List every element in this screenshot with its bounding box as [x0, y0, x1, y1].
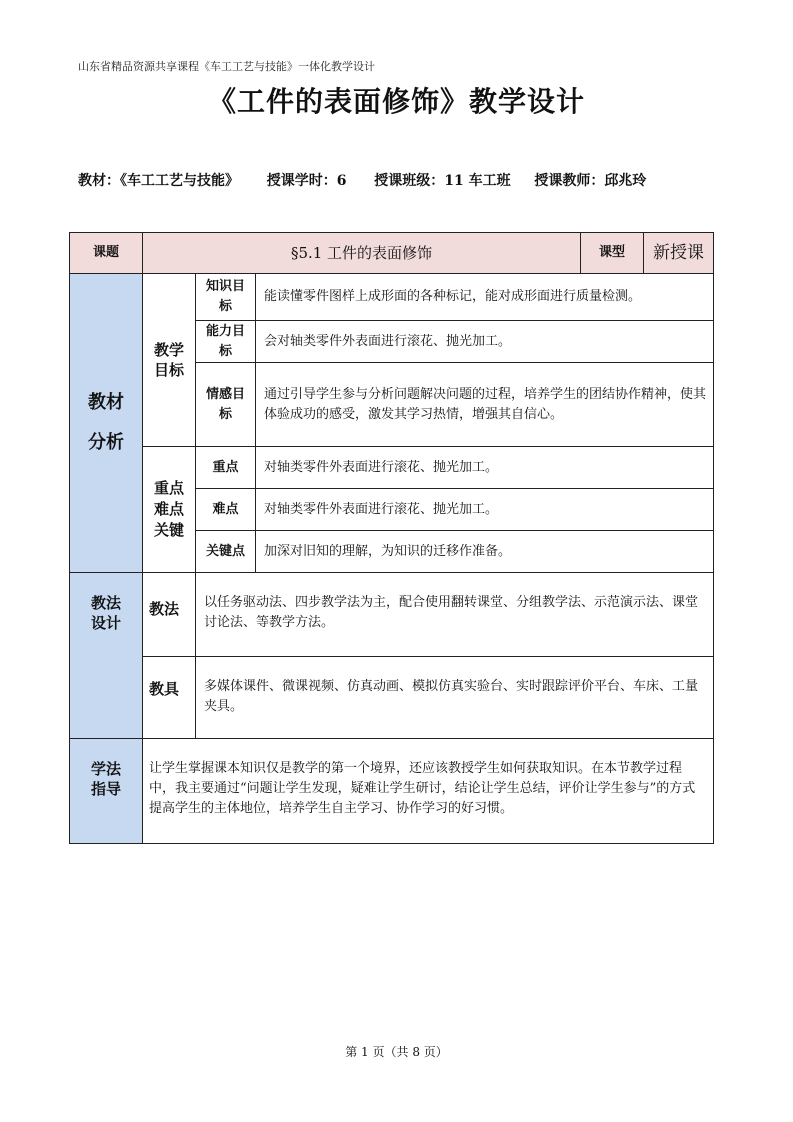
study-guidance-text: 让学生掌握课本知识仅是教学的第一个境界，还应该教授学生如何获取知识。在本节教学过程中，我主要通过“问题让学生发现，疑难让学生研讨，结论让学生总结，评价让学生参与”的方式提高学生的主体地位，培养学生自主学习、协作学习的好习惯。 [143, 739, 714, 844]
key-points-label: 重点难点关键 [143, 447, 196, 573]
lesson-type-value: 新授课 [644, 233, 714, 274]
goal-ability-label: 能力目标 [196, 321, 256, 363]
teaching-tools-text: 多媒体课件、微课视频、仿真动画、模拟仿真实验台、实时跟踪评价平台、车床、工量夹具。 [196, 657, 714, 739]
meta-hours: 授课学时：6 [266, 173, 347, 189]
teaching-method-text: 以任务驱动法、四步教学法为主，配合使用翻转课堂、分组教学法、示范演示法、课堂讨论法、等教学方法。 [196, 573, 714, 657]
teaching-tools-label: 教具 [143, 657, 196, 739]
goal-ability-text: 会对轴类零件外表面进行滚花、抛光加工。 [256, 321, 714, 363]
point-difficult-label: 难点 [196, 489, 256, 531]
page-title: 《工件的表面修饰》教学设计 [207, 85, 585, 118]
lesson-type-label: 课型 [581, 233, 644, 274]
meta-textbook: 教材：《车工工艺与技能》 [78, 173, 239, 189]
lesson-design-table [69, 232, 714, 844]
goal-emotion-label: 情感目标 [196, 363, 256, 447]
topic-label: 课题 [70, 233, 143, 274]
goal-emotion-text: 通过引导学生参与分析问题解决问题的过程，培养学生的团结协作精神，使其体验成功的感受，激发其学习热情，增强其自信心。 [256, 363, 714, 447]
meta-class: 授课班级：11 车工班 [374, 173, 511, 189]
point-key-label: 重点 [196, 447, 256, 489]
goal-knowledge-label: 知识目标 [196, 274, 256, 321]
analysis-section-label [70, 274, 143, 573]
lesson-meta [78, 170, 646, 190]
study-section-label: 学法指导 [70, 739, 143, 844]
goal-knowledge-text: 能读懂零件图样上成形面的各种标记，能对成形面进行质量检测。 [256, 274, 714, 321]
method-section-label: 教法设计 [70, 573, 143, 739]
analysis-label-line1: 教材 [88, 392, 124, 413]
point-critical-label: 关键点 [196, 531, 256, 573]
meta-teacher: 授课教师：邱兆玲 [534, 173, 647, 189]
point-key-text: 对轴类零件外表面进行滚花、抛光加工。 [256, 447, 714, 489]
goals-label: 教学目标 [143, 274, 196, 447]
point-difficult-text: 对轴类零件外表面进行滚花、抛光加工。 [256, 489, 714, 531]
page-number: 第 1 页（共 8 页） [345, 1045, 448, 1059]
topic-value: §5.1 工件的表面修饰 [143, 233, 581, 274]
point-critical-text: 加深对旧知的理解，为知识的迁移作准备。 [256, 531, 714, 573]
teaching-method-label: 教法 [143, 573, 196, 657]
course-header: 山东省精品资源共享课程《车工工艺与技能》一体化教学设计 [78, 60, 375, 73]
analysis-label-line2: 分析 [88, 432, 124, 453]
